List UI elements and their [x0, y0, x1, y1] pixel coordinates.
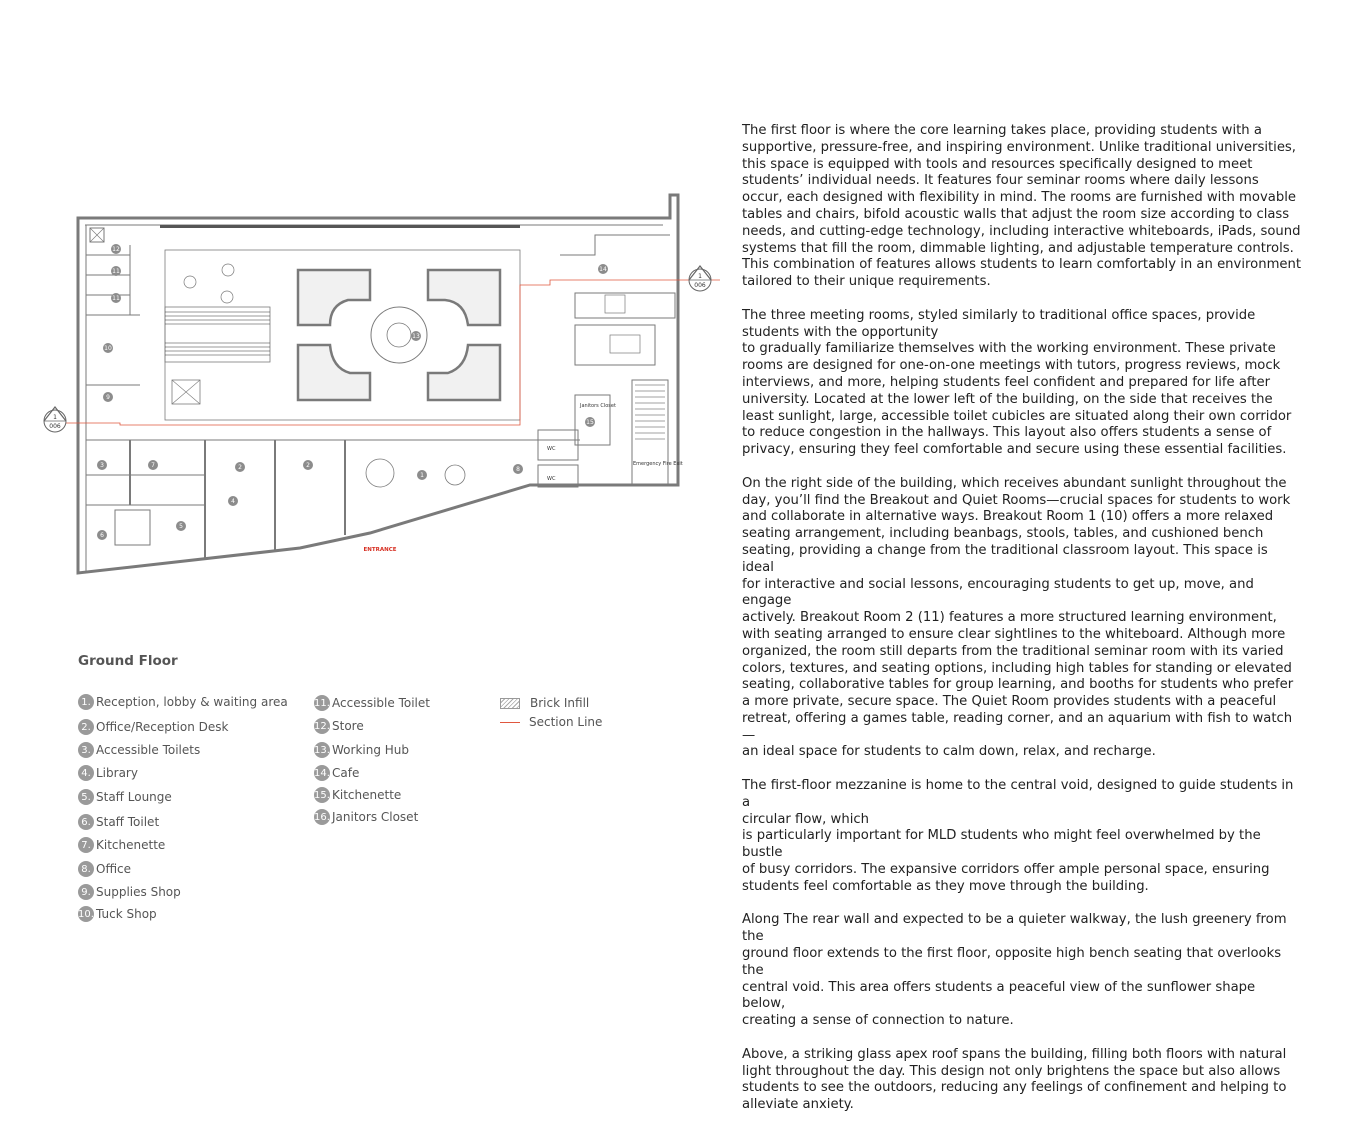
legend-number: 5. — [78, 789, 94, 805]
paragraph: Above, a striking glass apex roof spans the building, filling both floors with natural light throughout the day. This design not only brightens the space but also allows students to see the outdoors, reducing any feelings of confinement and helping to alleviate anxiety. — [742, 1046, 1287, 1113]
room-marker: 6 — [100, 532, 104, 539]
room-marker: 4 — [231, 498, 235, 505]
janitors-closet-label: Janitors Closet — [580, 403, 616, 409]
legend-number: 15. — [314, 787, 330, 803]
room-marker: 9 — [106, 394, 110, 401]
legend-label: Supplies Shop — [96, 885, 181, 899]
key-label: Brick Infill — [530, 696, 590, 710]
legend-item — [78, 694, 288, 710]
section-marker-left — [44, 407, 66, 432]
paragraph: Along The rear wall and expected to be a quieter walkway, the lush greenery from the ground floor extends to the first floor, opposite high bench seating that overlooks the central void. This area offers students a peaceful view of the sunflower shape below, creating a sense of connection to nature. — [742, 912, 1287, 1029]
wc-label: WC — [547, 476, 556, 482]
legend-number: 2. — [78, 719, 94, 735]
section-marker-right — [689, 266, 711, 291]
room-marker: 12 — [112, 246, 120, 253]
legend-label: Office/Reception Desk — [96, 720, 229, 734]
brick-infill-swatch — [500, 698, 520, 709]
legend-title: Ground Floor — [78, 653, 178, 669]
legend-item — [78, 742, 200, 758]
legend-label: Kitchenette — [96, 838, 166, 852]
description-text — [742, 123, 1302, 1131]
legend-number: 10. — [78, 906, 94, 922]
legend-label: Cafe — [332, 766, 360, 780]
legend-number: 14. — [314, 765, 330, 781]
room-marker: 8 — [516, 466, 520, 473]
legend-label: Staff Lounge — [96, 790, 172, 804]
legend-label: Janitors Closet — [332, 810, 419, 824]
room-marker: 2 — [306, 462, 310, 469]
room-marker: 7 — [151, 462, 155, 469]
key-section-line — [500, 715, 602, 729]
legend-number: 8. — [78, 861, 94, 877]
legend-label: Reception, lobby & waiting area — [96, 695, 288, 709]
legend-item — [78, 814, 159, 830]
room-marker: 5 — [179, 523, 183, 530]
legend-item — [78, 765, 138, 781]
room-marker: 2 — [238, 464, 242, 471]
key-brick-infill — [500, 696, 589, 710]
entrance-label: ENTRANCE — [363, 547, 397, 553]
emergency-exit-label: Emergency Fire Exit — [633, 461, 683, 467]
legend-label: Store — [332, 719, 364, 733]
legend-number: 6. — [78, 814, 94, 830]
section-line-swatch — [500, 722, 520, 723]
legend-item — [78, 884, 181, 900]
room-marker: 1 — [420, 472, 424, 479]
legend-item — [314, 742, 409, 758]
key-label: Section Line — [529, 715, 603, 729]
legend-number: 7. — [78, 837, 94, 853]
legend-number: 1. — [78, 694, 94, 710]
room-marker: 15 — [586, 419, 594, 426]
room-marker: 11 — [112, 268, 120, 275]
legend-number: 16. — [314, 809, 330, 825]
legend-label: Tuck Shop — [96, 907, 157, 921]
room-marker: 13 — [412, 333, 420, 340]
paragraph: The first floor is where the core learning takes place, providing students with a supportive, pressure-free, and inspiring environment. Unlike traditional universities, this space is equipped with tools and resources specifically designed to meet students’ individual needs. It features four seminar rooms where daily lessons occur, each designed with flexibility in mind. The rooms are furnished with movable tables and chairs, bifold acoustic walls that adjust the room size according to class needs, and cutting-edge technology, including interactive whiteboards, iPads, sound systems that fill the room, dimmable lighting, and adjustable temperature controls. This combination of features allows students to learn comfortably in an environment tailored to their unique requirements. — [742, 123, 1302, 290]
legend-label: Accessible Toilets — [96, 743, 201, 757]
paragraph: The first-floor mezzanine is home to the central void, designed to guide students in a circular flow, which is particularly important for MLD students who might feel overwhelmed by the bustle of busy corridors. The expansive corridors offer ample personal space, ensuring students feel comfortable as they move through the building. — [742, 778, 1294, 894]
legend-number: 4. — [78, 765, 94, 781]
paragraph: On the right side of the building, which receives abundant sunlight throughout the day, you’ll find the Breakout and Quiet Rooms—crucial spaces for students to work and collaborate in alternative ways. Breakout Room 1 (10) offers a more relaxed seating arrangement, including beanbags, stools, tables, and cushioned bench seating, providing a change from the traditional classroom layout. This space is ideal for interactive and social lessons, encouraging students to get up, move, and engage actively. Breakout Room 2 (11) features a more structured learning environment, with seating arranged to ensure clear sightlines to the whiteboard. Although more organized, the room still departs from the traditional seminar room with its varied colors, textures, and seating options, including high tables for standing or elevated seating, collaborative tables for group learning, and booths for students who prefer a more private, secure space. The Quiet Room provides students with a peaceful retreat, offering a games table, reading corner, and an aquarium with fish to watch— an ideal space for students to calm down, relax, and recharge. — [742, 475, 1294, 760]
legend-label: Library — [96, 766, 138, 780]
section-marker-right-top: 1 — [698, 273, 702, 280]
legend-label: Office — [96, 862, 132, 876]
legend-number: 13. — [314, 742, 330, 758]
legend-item — [78, 837, 165, 853]
room-marker: 10 — [104, 345, 112, 352]
legend-number: 12. — [314, 718, 330, 734]
section-marker-left-top: 1 — [53, 414, 57, 421]
section-marker-right-bottom: 006 — [694, 282, 706, 289]
ground-floor-plan — [30, 185, 706, 580]
legend-item — [314, 809, 418, 825]
room-marker: 11 — [112, 295, 120, 302]
legend-item — [78, 789, 172, 805]
legend-label: Working Hub — [332, 743, 410, 757]
room-marker: 14 — [599, 266, 607, 273]
section-marker-left-bottom: 006 — [49, 423, 61, 430]
legend-item — [314, 787, 401, 803]
legend-item — [78, 906, 157, 922]
legend-item — [78, 861, 131, 877]
room-marker: 3 — [100, 462, 104, 469]
wc-label: WC — [547, 446, 556, 452]
legend-number: 3. — [78, 742, 94, 758]
legend-label: Staff Toilet — [96, 815, 160, 829]
legend-number: 11. — [314, 695, 330, 711]
legend-item — [314, 718, 364, 734]
legend-item — [314, 765, 359, 781]
legend-item — [314, 695, 430, 711]
legend-number: 9. — [78, 884, 94, 900]
paragraph: The three meeting rooms, styled similarly to traditional office spaces, provide students with the opportunity to gradually familiarize themselves with the working environment. These private rooms are designed for one-on-one meetings with tutors, progress reviews, mock interviews, and more, helping students feel confident and prepared for life after university. Located at the lower left of the building, on the side that receives the least sunlight, large, accessible toilet cubicles are situated along their own corridor to reduce congestion in the hallways. This layout also offers students a sense of privacy, ensuring they feel comfortable and secure using these essential facilities. — [742, 307, 1292, 458]
legend-label: Kitchenette — [332, 788, 402, 802]
legend-label: Accessible Toilet — [332, 696, 430, 710]
legend-item — [78, 719, 228, 735]
